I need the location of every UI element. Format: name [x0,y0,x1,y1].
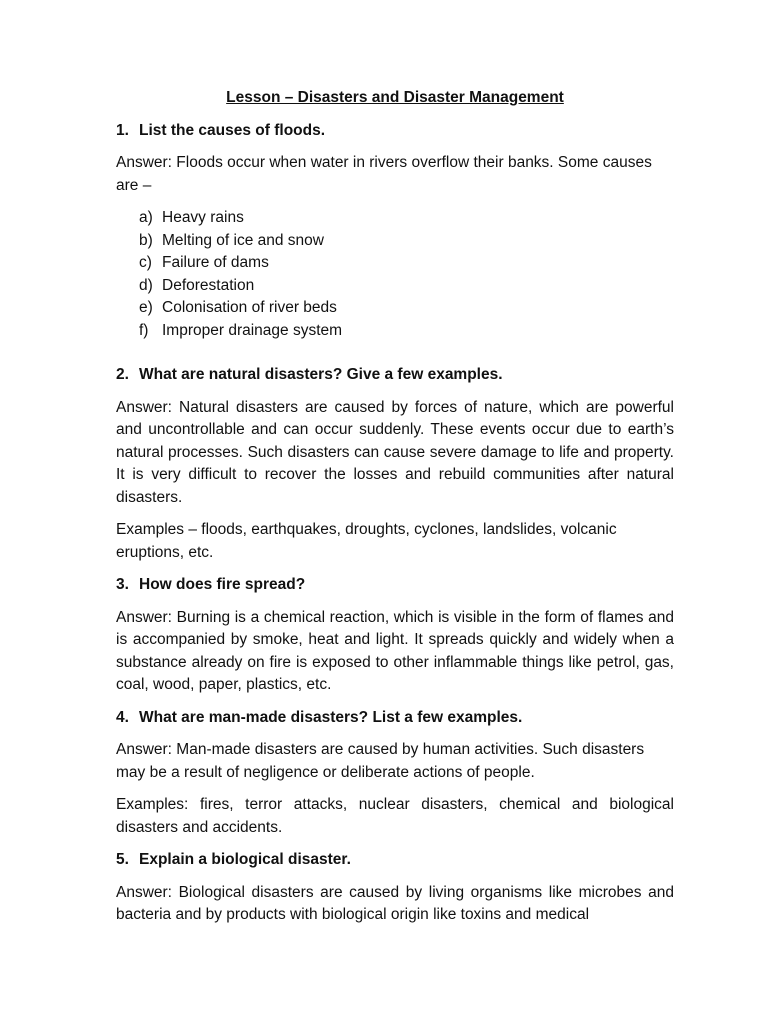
question-text: List the causes of floods. [139,121,326,139]
list-marker: f) [139,321,149,339]
answer-1: Answer: Floods occur when water in rivers overflow their banks. Some causes are – [116,154,652,194]
question-2 [116,364,674,387]
list-marker: a) [139,209,153,226]
list-item [139,207,674,230]
page-title: Lesson – Disasters and Disaster Management [226,89,564,106]
flood-causes-list [116,207,674,342]
list-item [139,230,674,253]
question-text: How does fire spread? [139,576,306,593]
question-1 [116,120,674,143]
answer-5: Answer: Biological disasters are caused by living organisms like microbes and bacteria and by products with biological origin like toxins and medical [116,883,674,923]
examples-4: Examples: fires, terror attacks, nuclear disasters, chemical and biological disasters and accidents. [116,796,674,836]
question-number: 2. [116,366,129,383]
question-text: What are natural disasters? Give a few examples. [139,366,503,383]
answer-2: Answer: Natural disasters are caused by forces of nature, which are powerful and uncontrollable and can occur suddenly. These events occur due to earth’s natural processes. Such disasters can cause severe damage to life and property. It is very difficult to recover the losses and rebuild communities after natural disasters. [116,398,674,506]
question-text: What are man-made disasters? List a few examples. [139,708,523,726]
list-marker: e) [139,299,153,316]
question-number: 1. [116,121,129,139]
question-5 [116,849,674,872]
list-item-text: Deforestation [162,276,255,294]
list-item-text: Heavy rains [162,209,244,226]
list-item-text: Colonisation of river beds [162,299,337,316]
examples-2: Examples – floods, earthquakes, droughts, cyclones, landslides, volcanic eruptions, etc. [116,521,617,561]
list-item [139,320,674,343]
list-item [139,252,674,275]
question-number: 4. [116,708,129,726]
document-page [116,87,674,937]
list-item [139,275,674,298]
question-4 [116,707,674,730]
answer-3: Answer: Burning is a chemical reaction, which is visible in the form of flames and is accompanied by smoke, heat and light. It spreads quickly and widely when a substance already on fire is exposed to other inflammable things like petrol, gas, coal, wood, paper, plastics, etc. [116,608,674,693]
question-number: 5. [116,851,129,868]
list-marker: d) [139,276,153,294]
question-text: Explain a biological disaster. [139,851,351,868]
list-item-text: Improper drainage system [162,321,343,339]
answer-4: Answer: Man-made disasters are caused by human activities. Such disasters may be a result of negligence or deliberate actions of people. [116,741,645,781]
list-marker: b) [139,231,153,249]
list-item-text: Failure of dams [162,254,269,271]
list-item [139,297,674,320]
list-marker: c) [139,254,152,271]
list-item-text: Melting of ice and snow [162,231,324,249]
question-3 [116,574,674,597]
question-number: 3. [116,576,129,593]
